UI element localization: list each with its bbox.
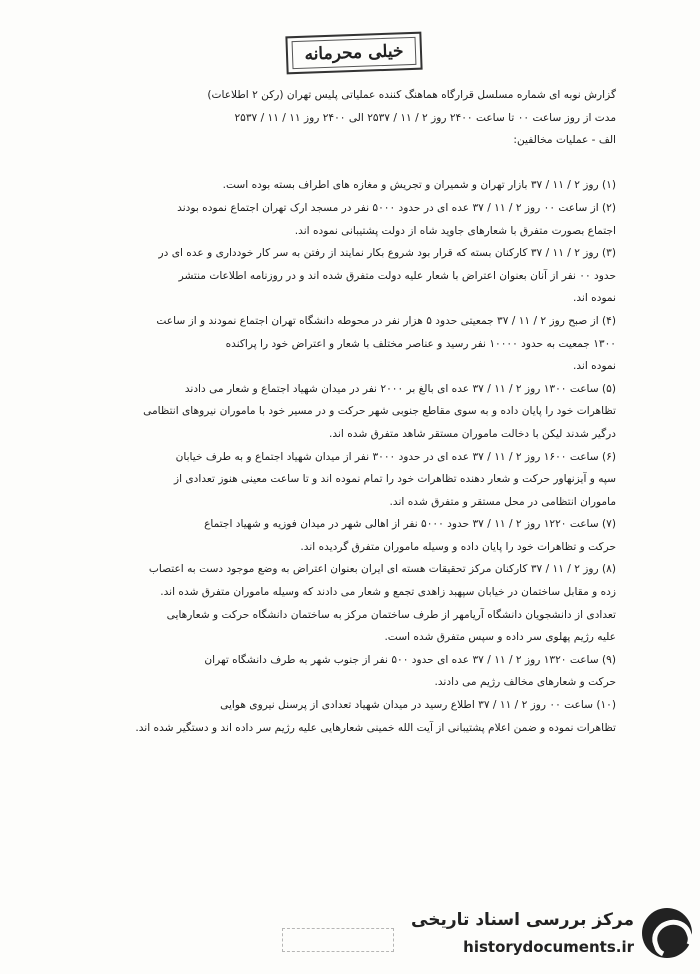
section-heading: الف - عملیات مخالفین: [513,134,616,147]
body-line: (۹) ساعت ۱۳۲۰ روز ۲ / ۱۱ / ۳۷ عده ای حدود ۵۰۰ نفر از جنوب شهر به طرف دانشگاه تهران [204,653,616,666]
body-line: (۳) روز ۲ / ۱۱ / ۳۷ کارکنان بسته که قرار بود شروع بکار نمایند از رفتن به سر کار خودداری و عده ای در [158,247,616,260]
body-line: علیه رژیم پهلوی سر داده و سپس متفرق شده است. [384,631,616,644]
faded-signature-mark [282,928,394,952]
archive-watermark [411,902,692,968]
period-line: مدت از روز ساعت ۰۰ تا ساعت ۲۴۰۰ روز ۲ / ۱۱ / ۲۵۳۷ الی ۲۴۰۰ روز ۱۱ / ۱۱ / ۲۵۳۷ [234,111,616,124]
body-line [62,152,616,175]
body-line: (۵) ساعت ۱۳۰۰ روز ۲ / ۱۱ / ۳۷ عده ای بالغ بر ۲۰۰۰ نفر در میدان شهیاد اجتماع و شعار می دادند [184,382,616,395]
body-line: درگیر شدند لیکن با دخالت ماموران مستقر شاهد متفرق شده اند. [329,427,616,440]
body-line: تظاهرات نموده و ضمن اعلام پشتیبانی از آیت الله خمینی شعارهایی علیه رژیم سر داده اند و دستگیر شده اند. [135,721,616,734]
body-line: (۸) روز ۲ / ۱۱ / ۳۷ کارکنان مرکز تحقیقات هسته ای ایران بعنوان اعتراض به وضع موجود دست به اعتصاب [148,563,616,576]
body-line: (۴) از صبح روز ۲ / ۱۱ / ۳۷ جمعیتی حدود ۵ هزار نفر در محوطه دانشگاه تهران اجتماع نمودند و از ساعت [156,314,616,327]
watermark-title: مرکز بررسی اسناد تاریخی [411,910,634,930]
archive-logo-icon [642,908,692,958]
classification-stamp [285,32,422,75]
body-line: حرکت و شعارهای مخالف رژیم می دادند. [434,676,616,689]
body-line: (۱۰) ساعت ۰۰ روز ۲ / ۱۱ / ۳۷ اطلاع رسید در میدان شهیاد تعدادی از پرسنل نیروی هوایی [220,699,616,712]
body-line: نموده اند. [572,292,616,305]
body-line: زده و مقابل ساختمان در خیابان سپهبد زاهدی تجمع و شعار می دادند که وسیله ماموران متفرق شده اند. [160,586,616,599]
document-body [62,84,616,739]
body-line: حدود ۰۰ نفر از آنان بعنوان اعتراض با شعار علیه دولت متفرق شده اند و در روزنامه اطلاعات منتشر [178,269,616,282]
body-line: تظاهرات خود را پایان داده و به سوی مقاطع جنوبی شهر حرکت و در مسیر خود با ماموران نیروهای انتظامی [143,405,616,418]
body-line: حرکت و تظاهرات خود را پایان داده و وسیله ماموران متفرق گردیده اند. [300,540,616,553]
body-line: (۶) ساعت ۱۶۰۰ روز ۲ / ۱۱ / ۳۷ عده ای در حدود ۳۰۰۰ نفر از میدان شهیاد اجتماع و به طرف خیابان [175,450,616,463]
body-line: اجتماع بصورت متفرق با شعارهای جاوید شاه از دولت پشتیبانی نموده اند. [294,224,616,237]
body-line: ماموران انتظامی در محل مستقر و متفرق شده اند. [389,495,616,508]
body-line: (۷) ساعت ۱۲۲۰ روز ۲ / ۱۱ / ۳۷ حدود ۵۰۰۰ نفر از اهالی شهر در میدان فوزیه و شهیاد اجتماع [204,518,616,531]
body-line: (۱) روز ۲ / ۱۱ / ۳۷ بازار تهران و شمیران و تجریش و مغازه های اطراف بسته بوده است. [222,179,616,192]
header-line: گزارش نوبه ای شماره مسلسل قرارگاه هماهنگ کننده عملیاتی پلیس تهران (رکن ۲ اطلاعات) [207,89,616,101]
body-line: نموده اند. [572,360,616,373]
body-line: تعدادی از دانشجویان دانشگاه آریامهر از طرف ساختمان مرکز به ساختمان دانشگاه حرکت و شعارهایی [166,608,616,621]
body-line: سپه و آیزنهاور حرکت و شعار دهنده تظاهرات خود را تمام نموده اند و تا ساعت معینی هنوز تعدادی از [173,473,616,486]
classification-stamp-text: خیلی محرمانه [292,37,417,69]
body-line: ۱۳۰۰ جمعیت به حدود ۱۰۰۰۰ نفر رسید و عناصر مختلف با شعار و اعتراض خود را پراکنده [225,337,616,350]
watermark-url: historydocuments.ir [463,938,634,956]
body-line: (۲) از ساعت ۰۰ روز ۲ / ۱۱ / ۳۷ عده ای در حدود ۵۰۰۰ نفر در مسجد ارک تهران اجتماع نموده بودند [177,201,616,214]
